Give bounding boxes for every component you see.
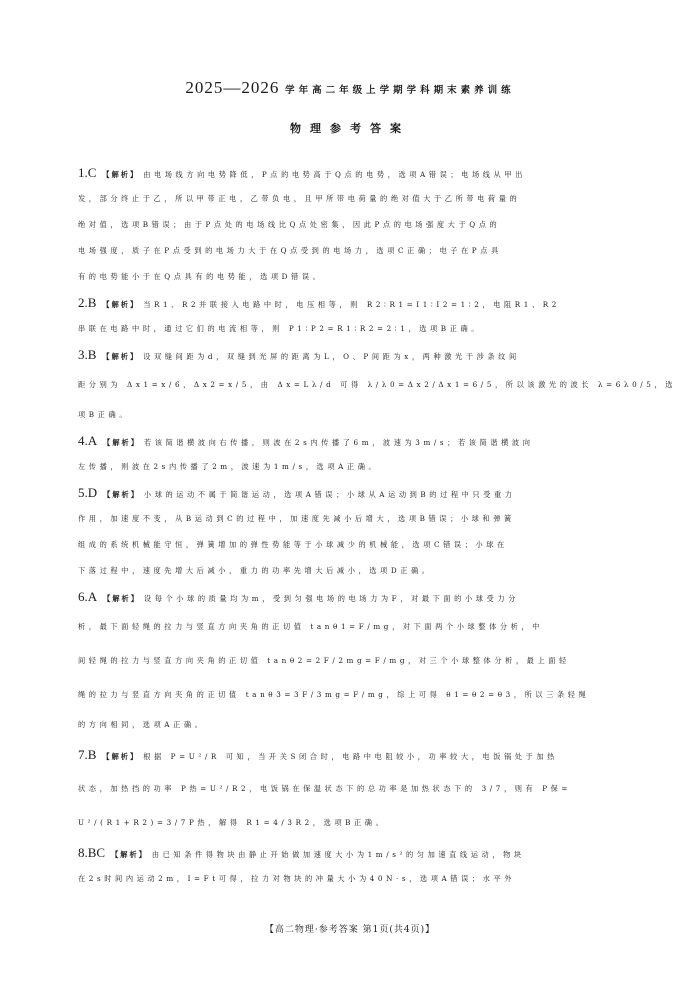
answer-text: 间轻绳的拉力与竖直方向夹角的正切值 tanθ2=2F/2mg=F/mg，对三个小球整体分析，最上面轻 [78, 656, 570, 665]
answer-line [78, 584, 638, 610]
answer-item [78, 480, 638, 584]
answer-line [78, 480, 638, 506]
answer-number: 8.BC [78, 845, 106, 860]
page-footer: 【高二物理·参考答案 第1页(共4页)】 [264, 925, 436, 935]
answer-text: 绳的拉力与竖直方向夹角的正切值 tanθ3=3F/3mg=F/mg，综上可得 θ1=θ2=θ3，所以三条轻绳 [78, 690, 590, 699]
answer-line [78, 290, 638, 316]
answer-line [78, 712, 638, 738]
answer-number: 4.A [78, 433, 98, 448]
answer-text: 析，最下面轻绳的拉力与竖直方向夹角的正切值 tanθ1=F/mg，对下面两个小球整体分析，中 [78, 622, 544, 631]
answer-line [78, 368, 677, 402]
answer-line [78, 738, 638, 772]
answer-line [78, 866, 638, 892]
answer-text: 状态，加热挡的功率 P热=U²/R2，电饭锅在保温状态下的总功率是加热状态下的 3/7，则有 P保= [78, 784, 572, 793]
answer-line [78, 506, 638, 532]
analysis-tag: 【解析】 [103, 594, 140, 603]
answer-line [78, 264, 638, 290]
answer-line [78, 342, 638, 368]
answer-text: 有的电势能小于在Q点具有的电势能，选项D错误。 [78, 272, 324, 281]
answer-line [78, 558, 638, 584]
page-title [0, 78, 700, 98]
answer-text: 设双缝间距为d，双缝到光屏的距离为L，O、P间距为x，两种激光干涉条纹间 [143, 352, 520, 361]
analysis-tag: 【解析】 [103, 490, 140, 499]
answer-text: 由电场线方向电势降低，P点的电势高于Q点的电势，选项A错误；电场线从甲出 [143, 170, 526, 179]
answer-item [78, 738, 638, 840]
analysis-tag: 【解析】 [111, 850, 148, 859]
answer-item [78, 342, 677, 428]
answer-line [78, 238, 638, 264]
page-subtitle: 物理参考答案 [290, 122, 410, 135]
answer-line [78, 402, 638, 428]
answer-number: 1.C [78, 165, 97, 180]
answer-line [78, 772, 638, 806]
answer-text: 在2s时间内运动2m，I=Ft可得，拉力对物块的冲量大小为40N·s，选项A错误；水平外 [78, 874, 516, 883]
answer-text: 发，部分终止于乙，所以甲带正电，乙带负电，且甲所带电荷量的绝对值大于乙所带电荷量的 [78, 194, 521, 203]
answer-text: 的方向相同，选项A正确。 [78, 720, 206, 729]
answer-line [78, 610, 638, 644]
answer-item [78, 290, 638, 342]
answer-item [78, 428, 638, 480]
answer-text: 距分别为 Δx1=x/6，Δx2=x/5，由 Δx=Lλ/d 可得 λ/λ0=Δx2/Δx1=6/5，所以该激光的波长 λ=6λ0/5，选 [78, 380, 677, 389]
answer-line [78, 806, 638, 840]
answer-line [78, 840, 638, 866]
answer-number: 2.B [78, 295, 97, 310]
answer-text: 若该简谐横波向右传播，则波在2s内传播了6m，波速为3m/s；若该简谐横波向 [143, 438, 534, 447]
answer-list [78, 160, 677, 892]
answer-text: 由已知条件得物块由静止开始做加速度大小为1m/s²的匀加速直线运动，物块 [151, 850, 525, 859]
analysis-tag: 【解析】 [102, 300, 140, 309]
answer-item [78, 840, 638, 892]
answer-number: 3.B [78, 347, 97, 362]
answer-text: 绝对值，选项B错误；由于P点处的电场线比Q点处密集，因此P点的电场强度大于Q点的 [78, 220, 501, 229]
answer-number: 5.D [78, 485, 98, 500]
answer-item [78, 584, 638, 738]
analysis-tag: 【解析】 [102, 170, 140, 179]
title-year: 2025—2026 [185, 78, 280, 97]
answer-text: U²/(R1+R2)=3/7P热，解得 R1=4/3R2，选项B正确。 [78, 818, 387, 827]
answer-item [78, 160, 638, 290]
answer-text: 项B正确。 [78, 410, 131, 419]
answer-text: 当R1、R2并联接入电路中时，电压相等，则 R2∶R1=I1∶I2=1∶2，电阻R1、R2 [143, 300, 560, 309]
answer-line [78, 316, 638, 342]
answer-line [78, 644, 638, 678]
answer-line [78, 532, 638, 558]
analysis-tag: 【解析】 [103, 438, 140, 447]
answer-line [78, 678, 638, 712]
answer-text: 作用，加速度不变，从B运动到C的过程中，加速度先减小后增大，选项B错误；小球和弹簧 [78, 514, 515, 523]
answer-text: 组成的系统机械能守恒，弹簧增加的弹性势能等于小球减少的机械能，选项C错误；小球在 [78, 540, 508, 549]
answer-line [78, 428, 638, 454]
answer-text: 小球的运动不属于简谐运动，选项A错误；小球从A运动到B的过程中只受重力 [143, 490, 516, 499]
answer-text: 根据 P=U²/R 可知，当开关S闭合时，电路中电阻较小，功率较大，电饭锅处于加热 [143, 752, 558, 761]
analysis-tag: 【解析】 [102, 352, 140, 361]
answer-line [78, 212, 638, 238]
answer-text: 电场强度，质子在P点受到的电场力大于在Q点受到的电场力，选项C正确；电子在P点具 [78, 246, 502, 255]
answer-number: 6.A [78, 589, 98, 604]
answer-text: 设每个小球的质量均为m，受到匀强电场的电场力为F，对最下面的小球受力分 [143, 594, 519, 603]
title-rest: 学年高二年级上学期学科期末素养训练 [285, 85, 515, 96]
answer-text: 下落过程中，速度先增大后减小，重力的功率先增大后减小，选项D正确。 [78, 566, 433, 575]
answer-number: 7.B [78, 747, 97, 762]
analysis-tag: 【解析】 [102, 752, 140, 761]
answer-text: 左传播，则波在2s内传播了2m，波速为1m/s，选项A正确。 [78, 462, 380, 471]
answer-line [78, 186, 638, 212]
answer-line [78, 454, 638, 480]
answer-line [78, 160, 638, 186]
answer-text: 串联在电路中时，通过它们的电流相等，则 P1∶P2=R1∶R2=2∶1，选项B正确。 [78, 324, 483, 333]
